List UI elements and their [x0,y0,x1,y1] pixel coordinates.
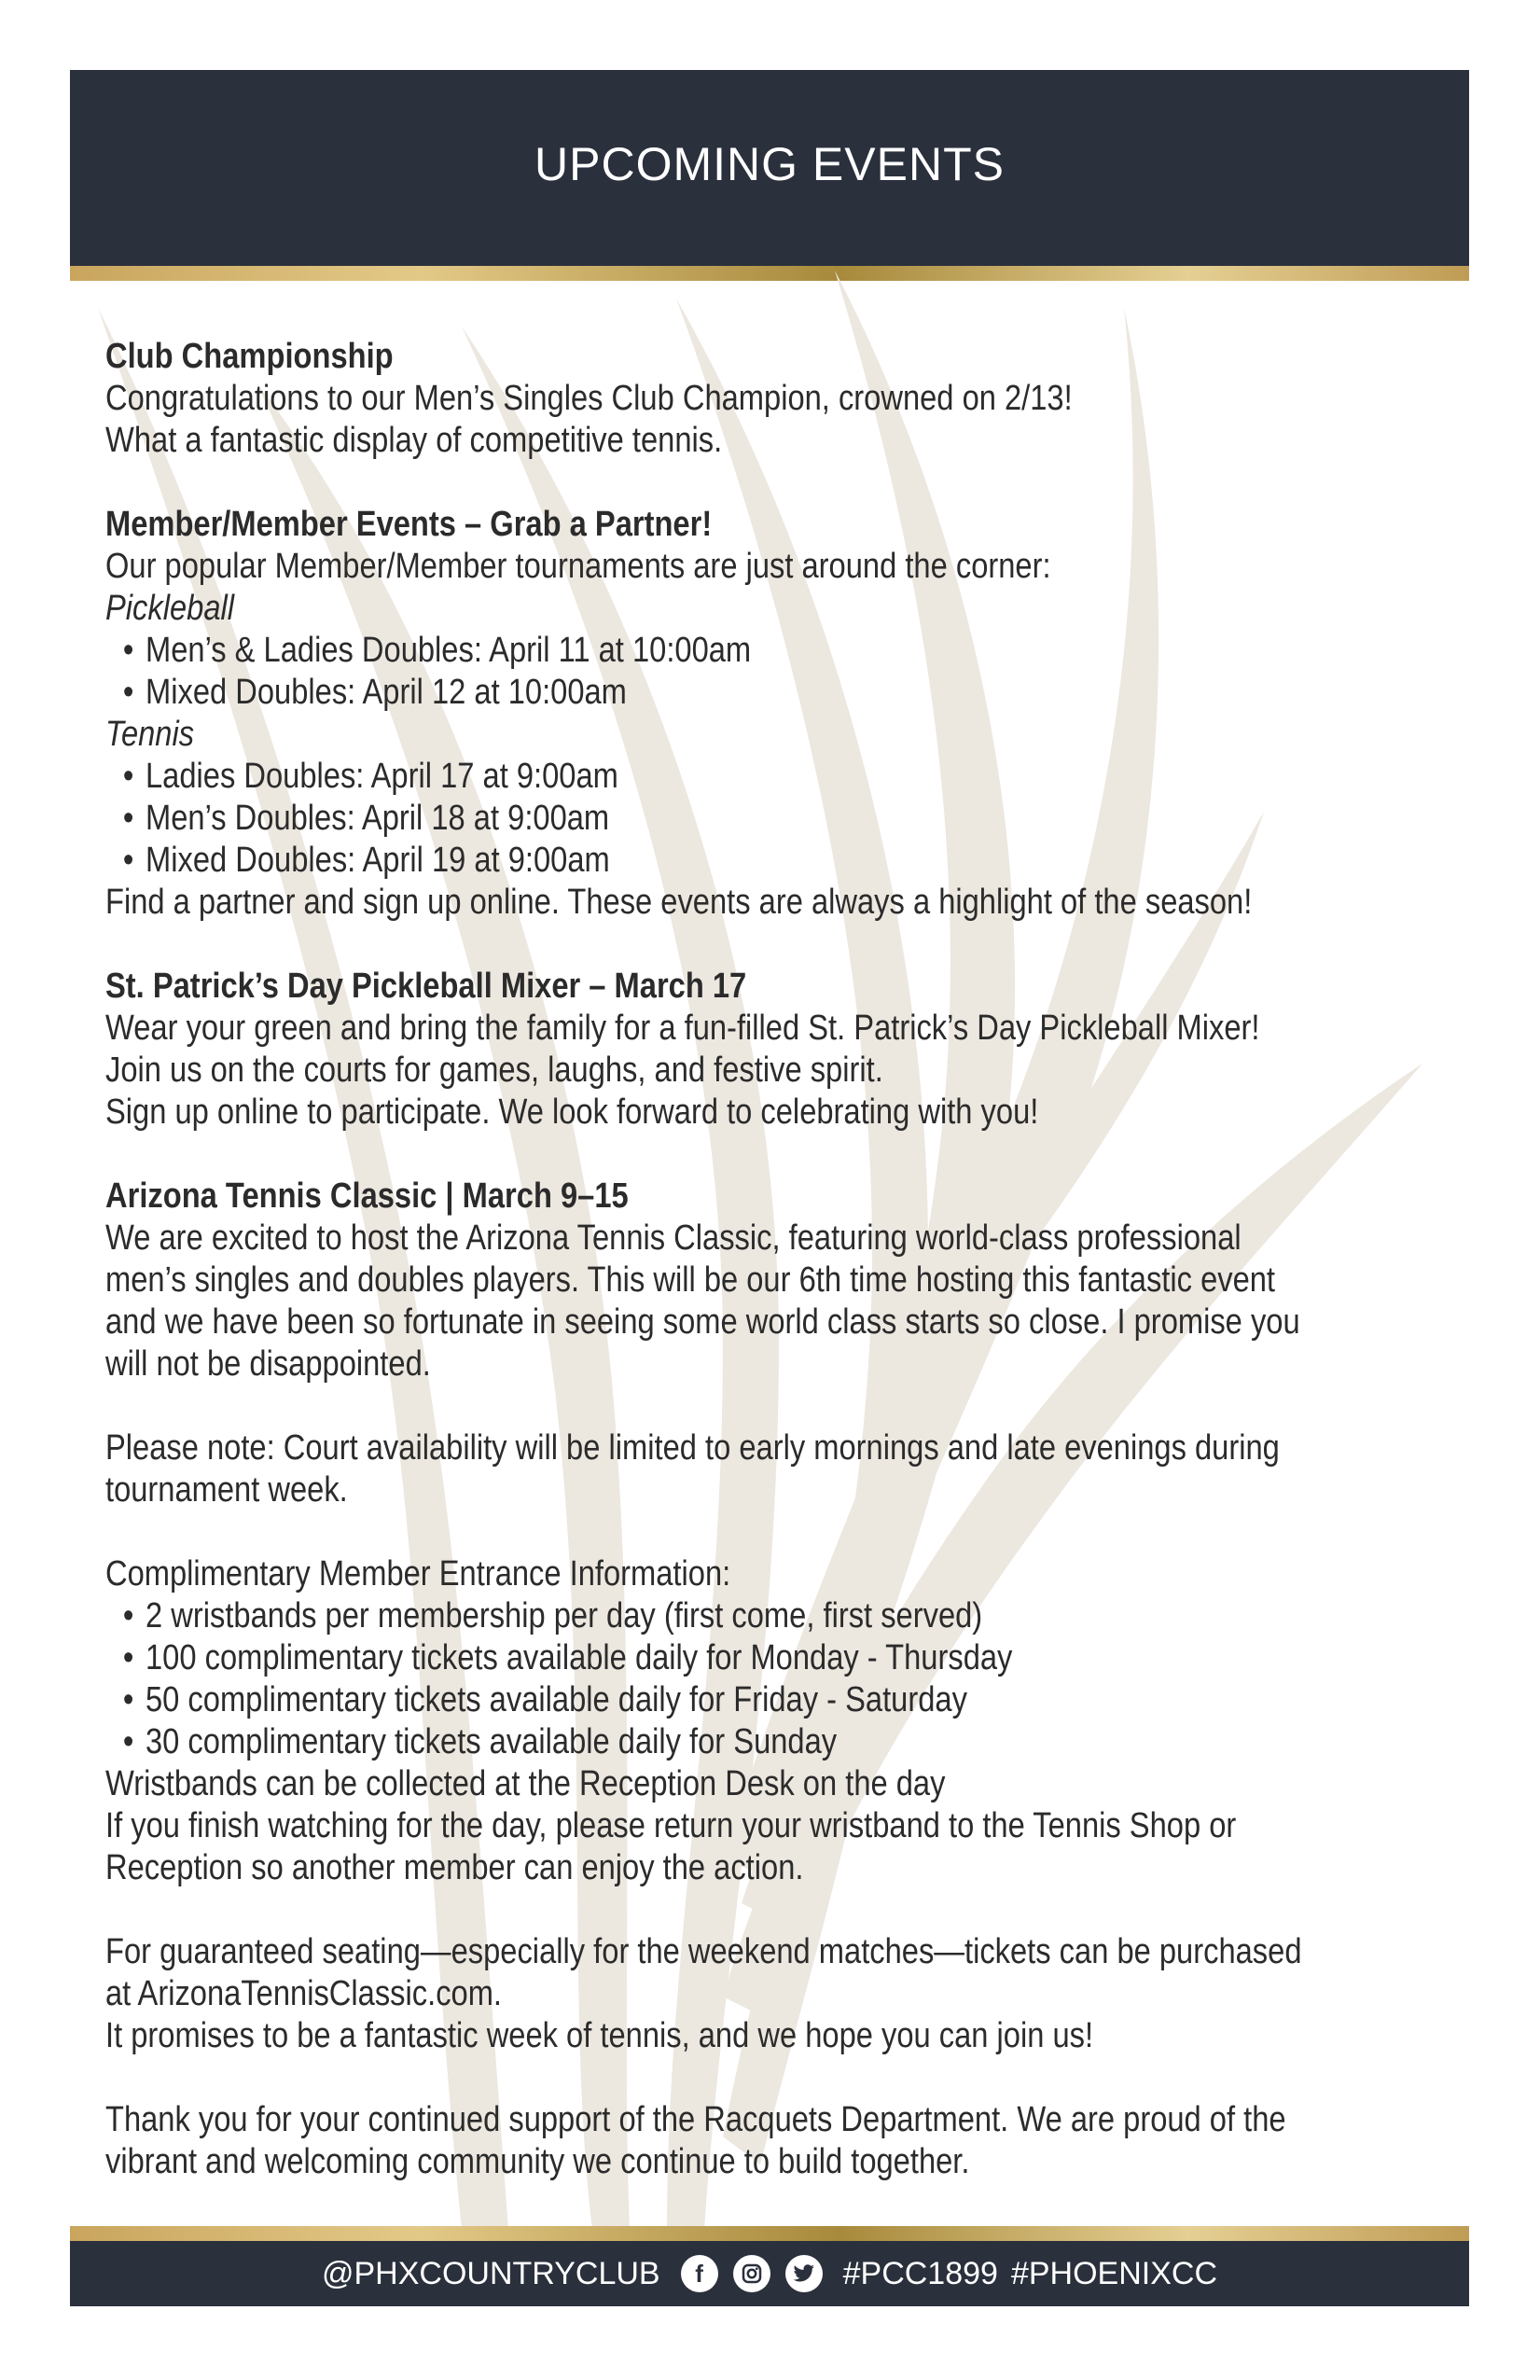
club-line: What a fantastic display of competitive tennis. [105,421,723,460]
classic-intro-line: We are excited to host the Arizona Tennis Classic, featuring world-class professional [105,1218,1242,1258]
hashtag-pcc1899: #PCC1899 [842,2255,998,2291]
list-item: • Ladies Doubles: April 17 at 9:00am [105,756,1450,798]
member-intro: Our popular Member/Member tournaments are just around the corner: [105,547,1051,586]
wristband-line: Reception so another member can enjoy the action. [105,1848,804,1887]
tennis-classic-heading: Arizona Tennis Classic | March 9–15 [105,1176,629,1216]
classic-intro-line: men’s singles and doubles players. This will be our 6th time hosting this fantastic event [105,1260,1276,1300]
list-item: • Mixed Doubles: April 19 at 9:00am [105,840,1450,882]
social-footer [70,2241,1469,2306]
list-item: • 50 complimentary tickets available daily for Friday - Saturday [105,1679,1450,1721]
st-patricks-line: Sign up online to participate. We look forward to celebrating with you! [105,1093,1039,1132]
ticket-line: It promises to be a fantastic week of tennis, and we hope you can join us! [105,2016,1094,2055]
facebook-icon[interactable]: f [681,2255,718,2292]
tennis-subheading: Tennis [105,715,195,754]
social-handle: @PHXCOUNTRYCLUB [321,2255,660,2291]
club-line: Congratulations to our Men’s Singles Club Champion, crowned on 2/13! [105,379,1073,418]
st-patricks-heading: St. Patrick’s Day Pickleball Mixer – March 17 [105,967,747,1006]
court-note-line: Please note: Court availability will be limited to early mornings and late evenings during [105,1428,1280,1468]
list-item: • Men’s & Ladies Doubles: April 11 at 10:00am [105,630,1450,672]
thanks-line: vibrant and welcoming community we continue to build together. [105,2142,970,2181]
pickleball-subheading: Pickleball [105,589,235,628]
hashtag-phoenixcc: #PHOENIXCC [1010,2255,1218,2291]
events-content [105,336,1450,2183]
list-item: • Mixed Doubles: April 12 at 10:00am [105,672,1450,714]
st-patricks-line: Join us on the courts for games, laughs, and festive spirit. [105,1051,883,1090]
wristband-line: Wristbands can be collected at the Reception Desk on the day [105,1764,946,1803]
st-patricks-line: Wear your green and bring the family for a fun-filled St. Patrick’s Day Pickleball Mixer! [105,1009,1260,1048]
list-item: • 30 complimentary tickets available daily for Sunday [105,1721,1450,1763]
page-header [70,70,1469,266]
club-championship-heading: Club Championship [105,337,394,376]
bottom-gold-divider [70,2226,1469,2241]
twitter-icon[interactable] [785,2255,823,2292]
member-events-heading: Member/Member Events – Grab a Partner! [105,505,713,544]
wristband-line: If you finish watching for the day, please return your wristband to the Tennis Shop or [105,1806,1237,1845]
entrance-info-label: Complimentary Member Entrance Information: [105,1554,731,1594]
classic-intro-line: and we have been so fortunate in seeing some world class starts so close. I promise you [105,1302,1300,1342]
member-outro: Find a partner and sign up online. These events are always a highlight of the season! [105,883,1253,922]
instagram-icon[interactable] [733,2255,770,2292]
ticket-line: at ArizonaTennisClassic.com. [105,1974,503,2013]
court-note-line: tournament week. [105,1470,348,1510]
classic-intro-line: will not be disappointed. [105,1344,431,1384]
list-item: • Men’s Doubles: April 18 at 9:00am [105,798,1450,840]
list-item: • 2 wristbands per membership per day (first come, first served) [105,1595,1450,1637]
thanks-line: Thank you for your continued support of the Racquets Department. We are proud of the [105,2100,1286,2139]
list-item: • 100 complimentary tickets available daily for Monday - Thursday [105,1637,1450,1679]
ticket-line: For guaranteed seating—especially for the weekend matches—tickets can be purchased [105,1932,1302,1971]
page-title: UPCOMING EVENTS [534,138,1005,190]
